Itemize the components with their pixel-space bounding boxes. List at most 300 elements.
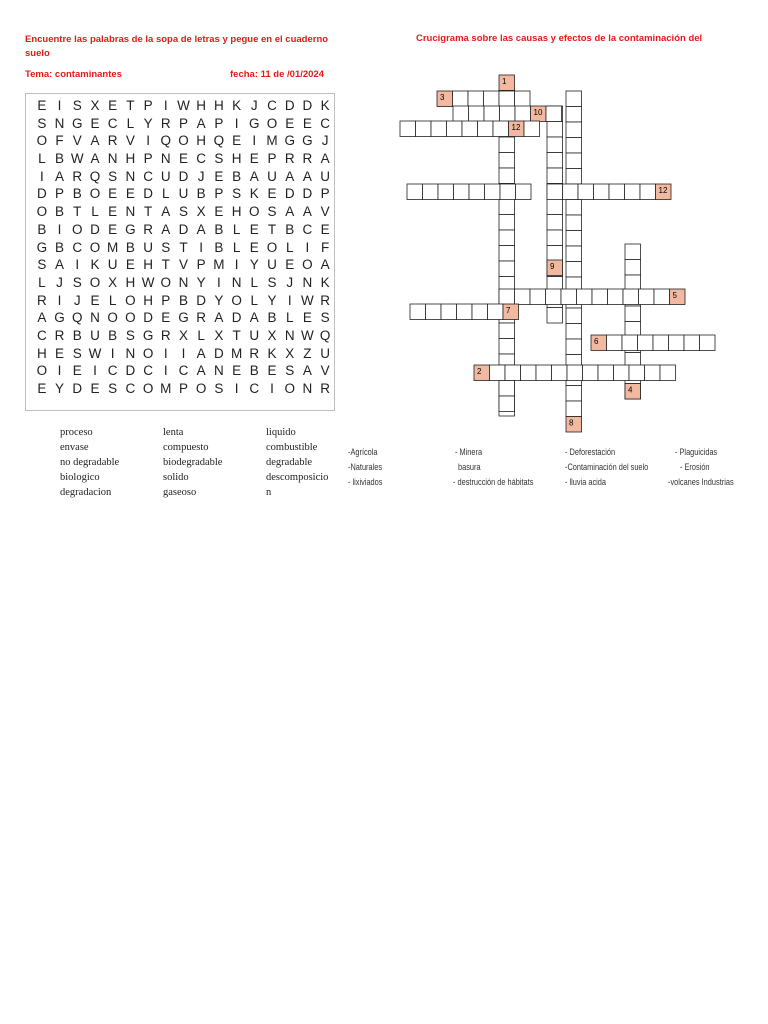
- letter-cell: S: [214, 381, 224, 396]
- word-item: solido: [163, 472, 189, 483]
- letter-cell: S: [267, 274, 277, 290]
- crossword-cell: [484, 91, 500, 107]
- date-label: fecha: 11 de /01/2024: [230, 69, 325, 80]
- letter-cell: U: [107, 257, 118, 273]
- letter-cell: L: [197, 327, 205, 343]
- letter-cell: V: [178, 257, 188, 273]
- letter-cell: B: [72, 327, 82, 343]
- clue-number: 4: [628, 385, 633, 395]
- letter-cell: M: [266, 133, 278, 149]
- word-item: envase: [60, 442, 89, 453]
- clue-number: 12: [511, 123, 521, 132]
- crossword-cell: [490, 365, 506, 381]
- letter-cell: E: [108, 204, 118, 220]
- letter-cell: C: [196, 151, 207, 167]
- letter-cell: N: [178, 274, 189, 290]
- letter-cell: T: [267, 221, 277, 237]
- letter-cell: V: [125, 133, 135, 149]
- letter-cell: D: [178, 168, 189, 184]
- crossword-cell: [566, 386, 582, 402]
- letter-cell: O: [36, 363, 48, 379]
- crossword-cell: [645, 365, 661, 381]
- word-bank-item: -Agrícola: [348, 447, 378, 457]
- crossword-cell: [566, 246, 582, 262]
- letter-cell: X: [90, 98, 100, 113]
- word-bank-item: - Plaguicidas: [675, 447, 718, 457]
- letter-cell: A: [214, 310, 224, 326]
- letter-cell: R: [302, 151, 313, 167]
- letter-cell: R: [284, 151, 295, 167]
- word-item: n: [266, 487, 272, 498]
- letter-cell: T: [73, 204, 82, 220]
- crossword-cell: [499, 261, 515, 277]
- crossword-cell: [515, 91, 531, 107]
- letter-cell: O: [195, 381, 207, 396]
- letter-cell: U: [320, 168, 330, 184]
- crossword-cell: [400, 121, 416, 137]
- crossword-cell: [561, 289, 577, 305]
- letter-cell: N: [125, 345, 136, 361]
- crossword-cell: [499, 396, 515, 412]
- letter-cell: I: [217, 274, 221, 290]
- crossword-cell: [654, 289, 670, 305]
- letter-cell: O: [249, 204, 260, 220]
- letter-cell: A: [285, 204, 295, 220]
- letter-cell: D: [143, 186, 153, 202]
- crossword-cell: [515, 106, 531, 122]
- letter-cell: G: [142, 327, 154, 343]
- clue-number: 7: [506, 306, 511, 315]
- letter-cell: N: [284, 327, 295, 343]
- letter-cell: E: [90, 292, 100, 308]
- crossword-cell: [547, 184, 563, 200]
- letter-cell: O: [284, 381, 295, 396]
- crossword-cell: [499, 153, 515, 169]
- letter-cell: U: [267, 168, 277, 184]
- letter-cell: B: [232, 168, 242, 184]
- letter-cell: G: [72, 115, 83, 131]
- letter-cell: E: [302, 310, 312, 326]
- letter-cell: E: [90, 115, 100, 131]
- clue-number: 1: [502, 77, 507, 86]
- letter-cell: L: [38, 151, 46, 167]
- letter-cell: M: [230, 345, 243, 361]
- crossword-cell: [484, 106, 500, 122]
- word-bank-item: -Naturales: [348, 462, 383, 472]
- letter-cell: D: [284, 186, 295, 202]
- letter-cell: P: [214, 115, 224, 131]
- letter-cell: D: [214, 345, 224, 361]
- crossword-cell: [457, 304, 473, 320]
- letter-cell: B: [55, 151, 65, 167]
- crossword-cell: [472, 304, 488, 320]
- letter-cell: T: [232, 327, 241, 343]
- letter-cell: E: [72, 363, 82, 379]
- letter-cell: E: [125, 257, 135, 273]
- letter-cell: G: [284, 133, 295, 149]
- letter-cell: K: [320, 274, 330, 290]
- word-bank-item: basura: [458, 462, 481, 472]
- crossword-cell: [566, 107, 582, 123]
- letter-cell: E: [214, 204, 224, 220]
- letter-cell: Y: [214, 292, 224, 308]
- crossword-cell: [566, 262, 582, 278]
- crossword-cell: [566, 324, 582, 340]
- letter-cell: U: [160, 168, 171, 184]
- letter-cell: E: [285, 115, 295, 131]
- letter-cell: R: [320, 381, 330, 396]
- word-bank-item: -volcanes Industrias: [668, 477, 734, 487]
- letter-cell: R: [54, 327, 65, 343]
- letter-cell: S: [214, 151, 224, 167]
- letter-cell: X: [285, 345, 295, 361]
- letter-cell: L: [232, 239, 241, 255]
- letter-cell: R: [196, 310, 207, 326]
- crossword-title: Crucigrama sobre las causas y efectos de la contaminación del: [416, 33, 703, 44]
- letter-cell: P: [320, 186, 330, 202]
- letter-cell: A: [196, 363, 206, 379]
- crossword-number-cell: [437, 91, 453, 107]
- letter-cell: Q: [160, 133, 172, 149]
- word-item: degradacion: [60, 487, 112, 498]
- letter-cell: T: [143, 204, 153, 220]
- letter-cell: T: [126, 98, 135, 113]
- clue-number: 10: [533, 108, 543, 117]
- crossword-cell: [566, 169, 582, 185]
- letter-cell: W: [301, 292, 314, 308]
- letter-cell: B: [55, 204, 65, 220]
- letter-cell: A: [90, 151, 100, 167]
- letter-cell: C: [249, 381, 260, 396]
- letter-cell: I: [57, 363, 62, 379]
- letter-cell: J: [286, 274, 294, 290]
- crossword-cell: [515, 289, 531, 305]
- topic-label: Tema: contaminantes: [25, 69, 122, 80]
- letter-cell: S: [72, 98, 82, 113]
- letter-cell: D: [36, 186, 47, 202]
- crossword-cell: [485, 184, 501, 200]
- crossword-cell: [547, 230, 563, 246]
- letter-cell: B: [196, 186, 206, 202]
- crossword-cell: [607, 335, 623, 351]
- crossword-cell: [546, 289, 562, 305]
- letter-cell: C: [178, 363, 189, 379]
- crossword-cell: [462, 121, 478, 137]
- word-item: biologico: [60, 472, 100, 483]
- letter-cell: R: [249, 345, 260, 361]
- word-bank-item: - Deforestación: [565, 447, 616, 457]
- letter-cell: B: [214, 239, 224, 255]
- letter-cell: I: [234, 381, 239, 396]
- letter-cell: E: [125, 186, 135, 202]
- letter-cell: O: [302, 257, 313, 273]
- letter-cell: M: [107, 239, 119, 255]
- letter-cell: A: [302, 204, 312, 220]
- word-item: liquido: [266, 427, 296, 438]
- letter-cell: Z: [303, 345, 312, 361]
- word-bank-item: - lluvia acida: [565, 477, 607, 487]
- word-bank-item: - lixiviados: [348, 477, 383, 487]
- letter-cell: E: [249, 239, 259, 255]
- letter-cell: H: [125, 151, 136, 167]
- word-item: lenta: [163, 427, 184, 438]
- letter-cell: R: [36, 292, 47, 308]
- letter-cell: O: [266, 239, 278, 255]
- word-bank-item: -Contaminación del suelo: [565, 462, 649, 472]
- letter-cell: E: [302, 115, 312, 131]
- letter-cell: E: [249, 151, 259, 167]
- crossword-cell: [547, 168, 563, 184]
- letter-cell: L: [126, 115, 135, 131]
- letter-cell: E: [55, 345, 65, 361]
- letter-cell: H: [214, 98, 224, 113]
- letter-cell: N: [302, 381, 313, 396]
- letter-cell: R: [143, 221, 153, 237]
- crossword-cell: [563, 184, 579, 200]
- letter-cell: J: [197, 168, 205, 184]
- letter-cell: V: [72, 133, 82, 149]
- crossword-cell: [499, 91, 515, 107]
- letter-cell: Q: [89, 168, 101, 184]
- letter-cell: F: [320, 239, 330, 255]
- crossword-cell: [577, 289, 593, 305]
- letter-cell: Y: [267, 292, 277, 308]
- crossword-cell: [669, 335, 685, 351]
- letter-cell: U: [249, 327, 260, 343]
- letter-cell: C: [107, 363, 118, 379]
- letter-cell: C: [302, 221, 313, 237]
- letter-cell: R: [160, 115, 171, 131]
- letter-cell: I: [181, 345, 186, 361]
- clue-number: 12: [658, 186, 668, 195]
- crossword-number-cell: [503, 304, 519, 320]
- crossword-cell: [566, 339, 582, 355]
- crossword-cell: [499, 381, 515, 397]
- crossword-cell: [499, 246, 515, 262]
- letter-cell: A: [196, 221, 206, 237]
- crossword-cell: [547, 137, 563, 153]
- word-item: degradable: [266, 457, 313, 468]
- crossword-cell: [566, 401, 582, 417]
- letter-cell: L: [285, 239, 294, 255]
- letter-cell: A: [249, 310, 259, 326]
- crossword-number-cell: [531, 106, 547, 122]
- crossword-cell: [499, 199, 515, 215]
- letter-cell: X: [108, 274, 118, 290]
- letter-cell: V: [320, 204, 330, 220]
- word-item: no degradable: [60, 457, 120, 468]
- letter-cell: A: [302, 168, 312, 184]
- crossword-cell: [594, 184, 610, 200]
- letter-cell: V: [320, 363, 330, 379]
- letter-cell: K: [320, 98, 330, 113]
- crossword-cell: [438, 184, 454, 200]
- letter-cell: N: [125, 204, 136, 220]
- letter-cell: G: [249, 115, 260, 131]
- clue-number: 5: [672, 291, 677, 300]
- letter-cell: O: [36, 133, 48, 149]
- letter-cell: Y: [249, 257, 259, 273]
- word-search-title: Encuentre las palabras de la sopa de letras y pegue en el cuaderno suelo: [25, 34, 329, 59]
- letter-cell: N: [302, 274, 313, 290]
- letter-cell: X: [196, 204, 206, 220]
- crossword-cell: [469, 106, 485, 122]
- letter-cell: J: [321, 133, 329, 149]
- letter-cell: R: [160, 327, 171, 343]
- crossword-cell: [547, 122, 563, 138]
- letter-cell: Q: [319, 327, 331, 343]
- letter-cell: W: [70, 151, 84, 167]
- letter-cell: G: [178, 310, 189, 326]
- crossword-cell: [499, 230, 515, 246]
- crossword-cell: [493, 121, 509, 137]
- crossword-cell: [614, 365, 630, 381]
- crossword-cell: [499, 323, 515, 339]
- crossword-cell: [609, 184, 625, 200]
- letter-cell: N: [231, 274, 242, 290]
- crossword-cell: [547, 246, 563, 262]
- letter-cell: B: [214, 221, 224, 237]
- letter-cell: J: [56, 274, 63, 290]
- crossword-cell: [488, 304, 504, 320]
- letter-cell: A: [196, 115, 206, 131]
- letter-cell: S: [108, 381, 118, 396]
- crossword-cell: [578, 184, 594, 200]
- letter-cell: U: [143, 239, 153, 255]
- letter-cell: A: [196, 345, 206, 361]
- crossword-cell: [499, 289, 515, 305]
- crossword-cell: [598, 365, 614, 381]
- letter-cell: Y: [196, 274, 206, 290]
- letter-cell: B: [55, 239, 65, 255]
- crossword-cell: [625, 306, 641, 322]
- word-item: proceso: [60, 427, 93, 438]
- letter-cell: S: [125, 327, 135, 343]
- crossword-cell: [530, 289, 546, 305]
- letter-cell: S: [161, 239, 171, 255]
- letter-cell: B: [108, 327, 118, 343]
- clue-number: 2: [477, 367, 482, 376]
- letter-cell: H: [196, 98, 207, 113]
- letter-cell: W: [177, 98, 190, 113]
- word-item: compuesto: [163, 442, 209, 453]
- letter-cell: A: [320, 151, 330, 167]
- letter-cell: P: [178, 381, 188, 396]
- word-item: gaseoso: [163, 487, 197, 498]
- letter-cell: N: [107, 151, 118, 167]
- letter-cell: E: [37, 381, 47, 396]
- letter-cell: A: [302, 363, 312, 379]
- letter-cell: S: [108, 168, 118, 184]
- crossword-cell: [505, 365, 521, 381]
- letter-cell: E: [178, 151, 188, 167]
- letter-cell: G: [36, 239, 48, 255]
- letter-cell: H: [125, 274, 136, 290]
- crossword-cell: [660, 365, 676, 381]
- letter-cell: F: [55, 133, 64, 149]
- letter-cell: N: [160, 151, 171, 167]
- crossword-number-cell: [509, 121, 525, 137]
- crossword-cell: [423, 184, 439, 200]
- crossword-number-cell: [566, 417, 582, 433]
- letter-cell: B: [37, 221, 47, 237]
- letter-cell: U: [178, 186, 189, 202]
- letter-cell: R: [320, 292, 330, 308]
- crossword-cell: [566, 122, 582, 138]
- letter-cell: X: [214, 327, 224, 343]
- letter-cell: S: [267, 204, 277, 220]
- clue-number: 6: [594, 337, 599, 346]
- word-bank-item: - Erosión: [680, 462, 710, 472]
- letter-cell: A: [285, 168, 295, 184]
- word-item: combustible: [266, 442, 318, 453]
- letter-cell: W: [301, 327, 314, 343]
- crossword-cell: [552, 365, 568, 381]
- letter-cell: C: [267, 98, 277, 113]
- crossword-cell: [468, 91, 484, 107]
- crossword-cell: [640, 184, 656, 200]
- letter-cell: O: [231, 292, 242, 308]
- letter-cell: X: [267, 327, 277, 343]
- crossword-cell: [566, 153, 582, 169]
- crossword-cell: [629, 365, 645, 381]
- letter-cell: B: [249, 363, 259, 379]
- crossword-cell: [500, 184, 516, 200]
- crossword-cell: [536, 365, 552, 381]
- letter-cell: L: [162, 186, 170, 202]
- letter-cell: I: [252, 133, 257, 149]
- clue-number: 3: [440, 93, 445, 102]
- letter-cell: A: [37, 310, 47, 326]
- letter-cell: H: [36, 345, 47, 361]
- letter-cell: Q: [213, 133, 225, 149]
- crossword-grid: [0, 0, 768, 440]
- crossword-cell: [478, 121, 494, 137]
- letter-cell: D: [143, 310, 153, 326]
- letter-cell: G: [54, 310, 65, 326]
- letter-cell: E: [232, 133, 242, 149]
- letter-cell: D: [178, 221, 189, 237]
- letter-cell: S: [37, 257, 47, 273]
- clue-number: 9: [550, 262, 555, 271]
- letter-cell: E: [214, 168, 224, 184]
- letter-cell: E: [267, 363, 277, 379]
- crossword-cell: [567, 365, 583, 381]
- letter-cell: C: [143, 168, 153, 184]
- crossword-cell: [566, 138, 582, 154]
- crossword-cell: [566, 200, 582, 216]
- letter-cell: O: [160, 274, 172, 290]
- letter-cell: G: [302, 133, 313, 149]
- letter-cell: I: [163, 345, 168, 361]
- letter-cell: A: [161, 221, 171, 237]
- crossword-number-cell: [591, 335, 607, 351]
- crossword-cell: [547, 215, 563, 231]
- crossword-cell: [547, 199, 563, 215]
- letter-cell: K: [232, 98, 242, 113]
- letter-cell: E: [108, 98, 118, 113]
- letter-cell: P: [267, 151, 277, 167]
- letter-cell: U: [267, 257, 277, 273]
- letter-cell: P: [196, 257, 206, 273]
- crossword-cell: [566, 231, 582, 247]
- letter-cell: C: [36, 327, 47, 343]
- letter-cell: L: [38, 274, 46, 290]
- letter-cell: K: [90, 257, 100, 273]
- letter-cell: N: [90, 310, 100, 326]
- letter-cell: I: [57, 98, 62, 113]
- letter-cell: S: [285, 363, 295, 379]
